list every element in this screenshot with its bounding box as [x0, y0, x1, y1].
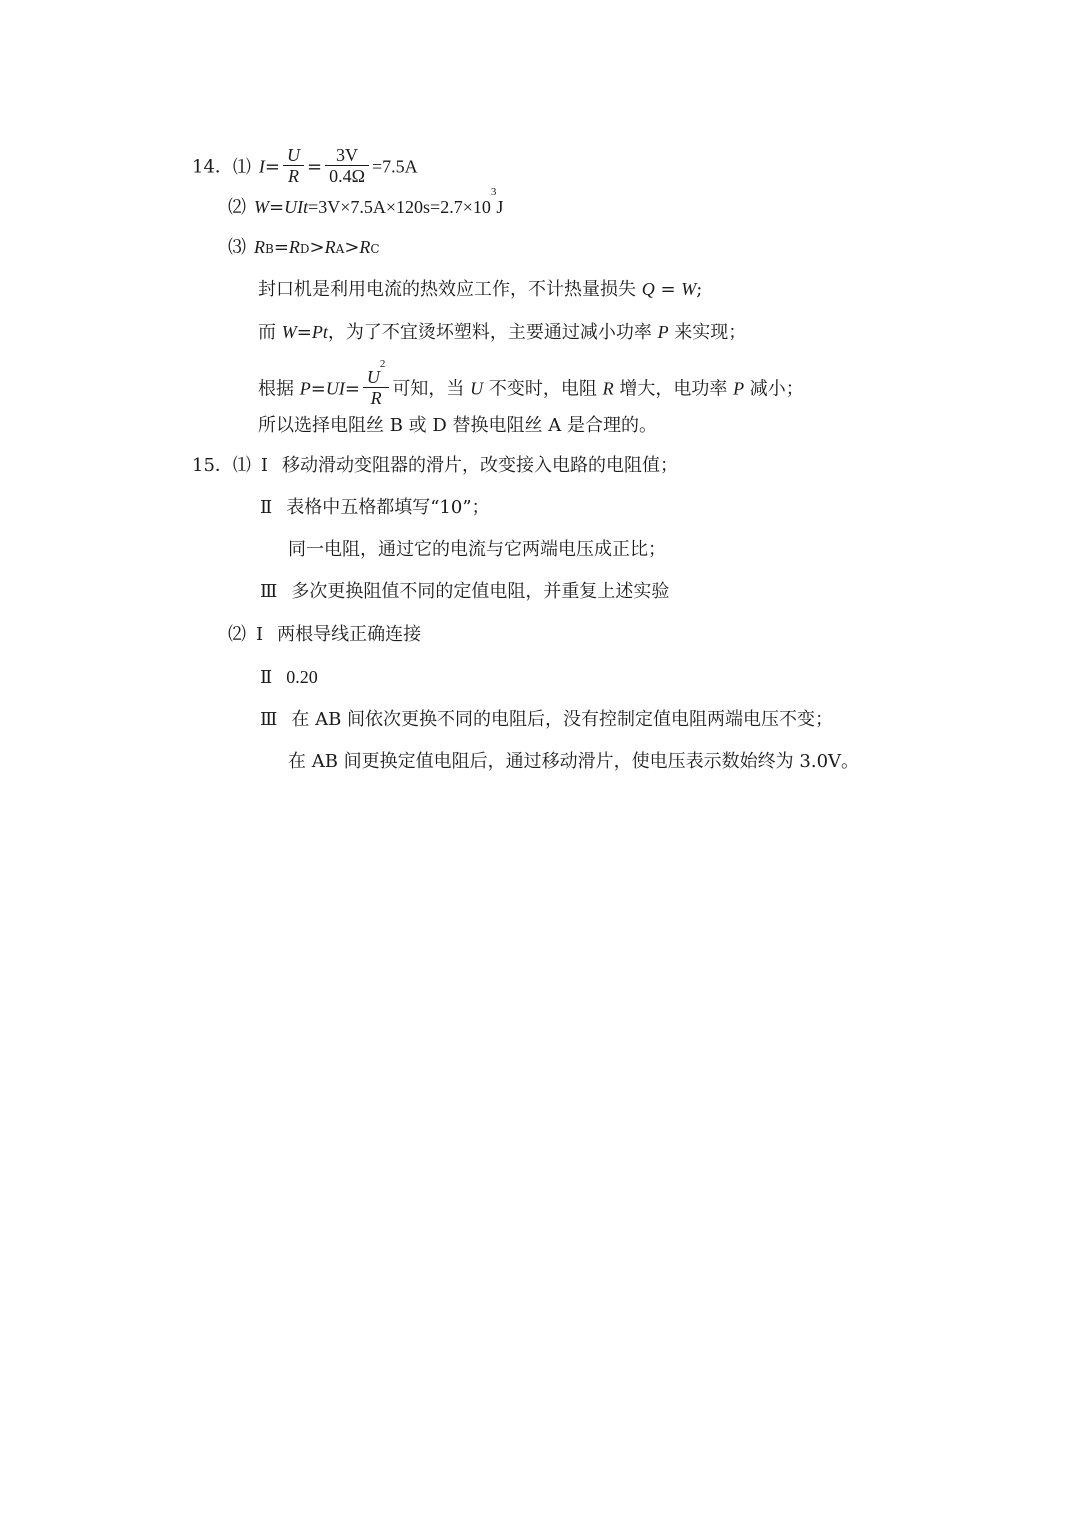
q15-part1-iii: Ⅲ 多次更换阻值不同的定值电阻，并重复上述实验	[260, 581, 670, 602]
q14-part1-label: ⑴	[232, 156, 251, 178]
q15-part1-label: ⑴	[232, 455, 251, 476]
q15-part2-iii: Ⅲ 在 AB 间依次更换不同的电阻后，没有控制定值电阻两端电压不变；	[260, 709, 834, 730]
fraction-3v-over-resistance: $\frac{3V}{0.4\Omega}$	[325, 145, 369, 186]
q14-number: 14．	[192, 156, 233, 178]
q15-part2-iii-conclusion: 在 AB 间更换定值电阻后，通过移动滑片，使电压表示数始终为 3.0V。	[288, 751, 860, 772]
fraction-u-squared-over-r: $\frac{U^2}{R}$	[363, 367, 390, 408]
q14-part3-label: ⑶	[228, 237, 246, 258]
q15-part1-ii: Ⅱ 表格中五格都填写“10”；	[260, 497, 490, 518]
q14-part3-explanation-3: 根据 P=UI= $\frac{U^2}{R}$ 可知，当 U 不变时，电阻 R 增大，电功率 P 减小；	[258, 358, 804, 408]
q14-part2-label: ⑵	[228, 197, 246, 218]
q14-part3-explanation-1: 封口机是利用电流的热效应工作，不计热量损失 Q = W;	[258, 279, 703, 300]
q15-part1-ii-conclusion: 同一电阻，通过它的电流与它两端电压成正比；	[288, 539, 666, 560]
q14-part3: ⑶ RB=RD>RA>RC	[228, 237, 380, 258]
q14-part3-conclusion: 所以选择电阻丝 B 或 D 替换电阻丝 A 是合理的。	[258, 415, 657, 436]
q14-part2: ⑵ $W=UIt=3V\times 7.5A\times 120s=2.7\times 10^3J$	[228, 186, 504, 218]
fraction-u-over-r: $\frac{U}{R}$	[283, 145, 304, 186]
q15-part2-ii: Ⅱ 0.20	[260, 667, 318, 688]
q15-part2-i: ⑵ Ⅰ 两根导线正确连接	[228, 624, 422, 645]
q15-part2-label: ⑵	[228, 624, 246, 645]
q14-part1: 14．⑴ I= $\frac{U}{R}$ = $\frac{3V}{0.4\Omega}$ =7.5A	[192, 145, 418, 186]
q15-number: 15．	[192, 455, 233, 476]
q14-part3-explanation-2: 而 W=Pt，为了不宜烫坏塑料，主要通过减小功率 P 来实现；	[258, 322, 747, 343]
q15-part1-i: 15．⑴ Ⅰ 移动滑动变阻器的滑片，改变接入电路的电阻值；	[192, 455, 679, 476]
